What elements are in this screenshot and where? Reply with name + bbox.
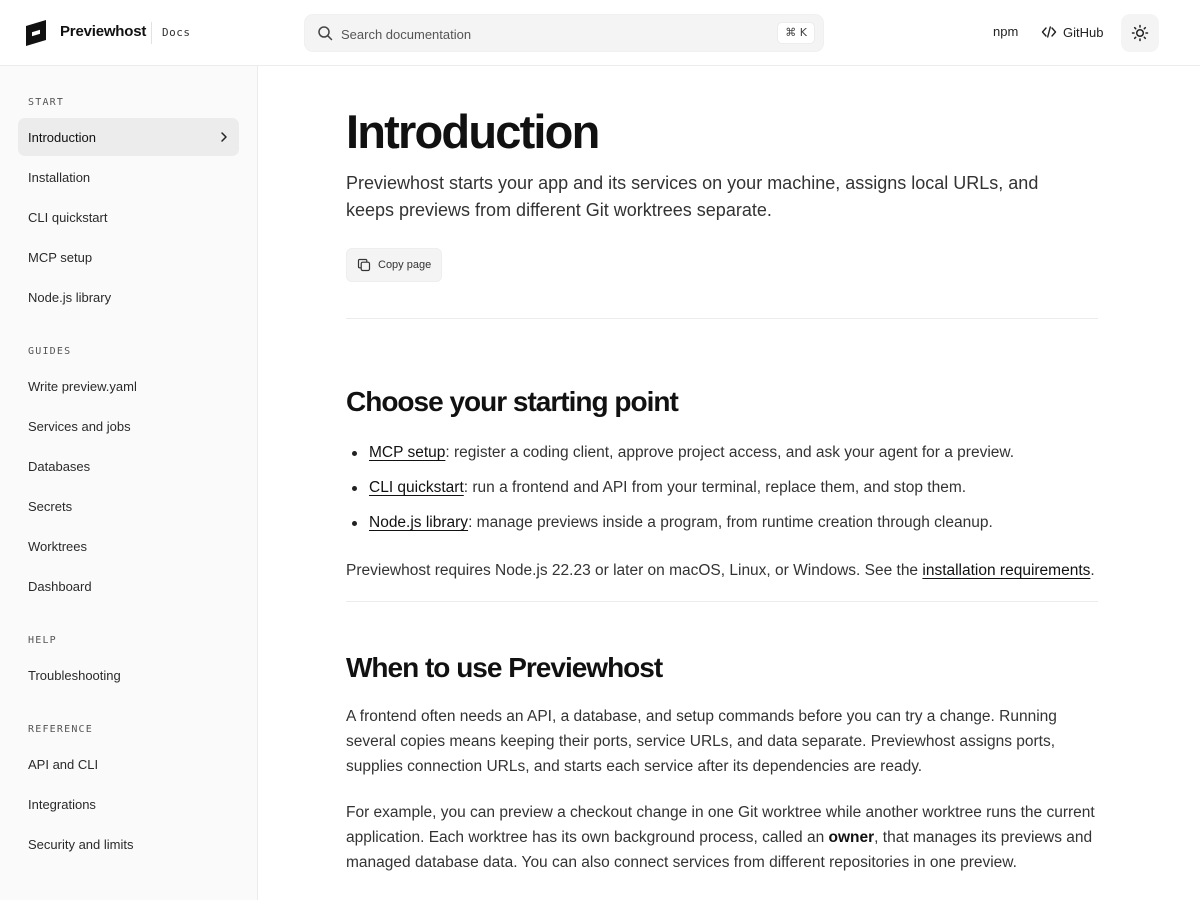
sidebar-item-label: Node.js library (28, 289, 112, 305)
sidebar-item-mcp-setup[interactable] (18, 238, 239, 276)
copy-page-label: Copy page (378, 259, 432, 271)
sidebar-item-cli-quickstart[interactable] (18, 198, 239, 236)
list-item-text: : run a frontend and API from your terminal, replace them, and stop them. (463, 479, 967, 496)
top-header (0, 0, 1200, 66)
sidebar-item-api-and-cli[interactable] (18, 745, 239, 783)
cli-quickstart-link[interactable]: CLI quickstart (369, 479, 464, 496)
sidebar-item-installation[interactable] (18, 158, 239, 196)
sidebar-item-label: Introduction (28, 129, 96, 145)
copy-page-button[interactable] (346, 248, 442, 282)
mcp-setup-link[interactable]: MCP setup (369, 444, 446, 461)
copy-icon (357, 258, 371, 272)
when-to-use-paragraph-1: A frontend often needs an API, a database, and setup commands before you can try a change. Running several copies means keeping their ports, service URLs, and data separate. Previewhost assigns ports, supplies connection URLs, and starts each service after its dependencies are ready. (346, 708, 1057, 775)
when-to-use-paragraph-2 (346, 800, 1106, 875)
list-item-text: : register a coding client, approve project access, and ask your agent for a preview. (445, 444, 1015, 461)
search-input[interactable] (341, 24, 761, 44)
sidebar-item-nodejs-library[interactable] (18, 278, 239, 316)
requirements-end: . (1090, 562, 1095, 579)
chevron-right-icon (219, 131, 229, 143)
sun-icon (1131, 24, 1149, 42)
starting-point-list (346, 438, 1106, 543)
search-icon (317, 25, 333, 41)
sidebar-section-start: START (28, 97, 65, 108)
sidebar-item-integrations[interactable] (18, 785, 239, 823)
github-link-label: GitHub (1063, 24, 1104, 40)
sidebar-item-label: Integrations (28, 796, 96, 812)
page-title: Introduction (346, 105, 599, 158)
paragraph-text: For example, you can preview a checkout change in one Git worktree while another worktree runs the current application. Each worktree has its own background process, called an (346, 804, 1095, 846)
previewhost-logo-icon[interactable] (26, 20, 46, 46)
section-divider (346, 318, 1098, 319)
sidebar-item-databases[interactable] (18, 447, 239, 485)
search-shortcut-badge: ⌘ K (777, 22, 815, 44)
theme-toggle-button[interactable] (1121, 14, 1159, 52)
main-content (258, 66, 1200, 900)
list-item (346, 508, 1106, 543)
paragraph-text: , that manages its previews and managed database data. You can also connect services from different repositories in one preview. (346, 829, 1093, 871)
search-bar[interactable] (304, 14, 824, 52)
list-item (346, 473, 1106, 508)
sidebar-section-guides: GUIDES (28, 346, 72, 357)
owner-term: owner (828, 829, 875, 846)
code-icon (1041, 24, 1057, 40)
sidebar-item-label: Services and jobs (28, 418, 131, 434)
installation-requirements-link[interactable]: installation requirements (922, 562, 1091, 579)
brand-divider (151, 22, 152, 44)
page-lede: Previewhost starts your app and its services on your machine, assigns local URLs, and keeps previews from different Git worktrees separate. (346, 173, 1039, 220)
sidebar-item-label: Secrets (28, 498, 73, 514)
sidebar-item-label: Installation (28, 169, 91, 185)
npm-link[interactable]: npm (993, 24, 1019, 39)
sidebar-item-label: CLI quickstart (28, 209, 108, 225)
sidebar-item-label: Troubleshooting (28, 667, 121, 683)
sidebar-item-label: MCP setup (28, 249, 93, 265)
list-item-text: : manage previews inside a program, from runtime creation through cleanup. (468, 514, 993, 531)
sidebar-item-worktrees[interactable] (18, 527, 239, 565)
sidebar-section-help: HELP (28, 635, 57, 646)
nodejs-library-link[interactable]: Node.js library (369, 514, 469, 531)
sidebar-item-introduction[interactable] (18, 118, 239, 156)
sidebar-item-services-and-jobs[interactable] (18, 407, 239, 445)
sidebar-item-troubleshooting[interactable] (18, 656, 239, 694)
requirements-paragraph (346, 558, 1106, 583)
sidebar-section-reference: REFERENCE (28, 724, 93, 735)
sidebar-item-label: API and CLI (28, 756, 99, 772)
brand-name[interactable]: Previewhost (60, 23, 147, 40)
section-heading-when-to-use: When to use Previewhost (346, 652, 663, 683)
sidebar-item-dashboard[interactable] (18, 567, 239, 605)
list-item (346, 438, 1106, 473)
sidebar-item-secrets[interactable] (18, 487, 239, 525)
sidebar-item-label: Worktrees (28, 538, 87, 554)
sidebar-item-label: Write preview.yaml (28, 378, 137, 394)
sidebar (0, 66, 258, 900)
sidebar-item-write-preview-yaml[interactable] (18, 367, 239, 405)
github-link[interactable] (1041, 24, 1103, 40)
sidebar-item-security-and-limits[interactable] (18, 825, 239, 863)
section-heading-starting-point: Choose your starting point (346, 386, 678, 417)
sidebar-item-label: Security and limits (28, 836, 134, 852)
requirements-text: Previewhost requires Node.js 22.23 or later on macOS, Linux, or Windows. See the (346, 562, 923, 579)
sidebar-item-label: Dashboard (28, 578, 92, 594)
sidebar-item-label: Databases (28, 458, 91, 474)
section-divider (346, 601, 1098, 602)
docs-tag: Docs (162, 26, 191, 39)
